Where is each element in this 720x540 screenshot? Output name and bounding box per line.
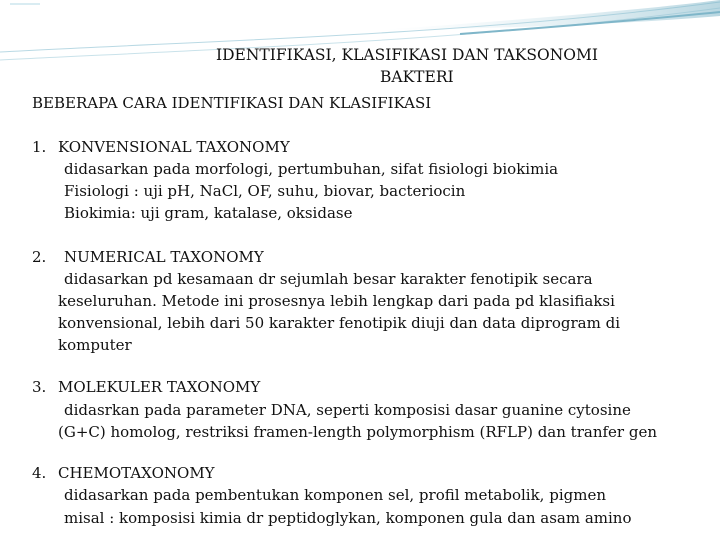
section-text-line: misal : komposisi kimia dr peptidoglykan, komponen gula dan asam amino: [64, 509, 632, 527]
section-text-line: (G+C) homolog, restriksi framen-length polymorphism (RFLP) dan tranfer gen: [58, 423, 657, 441]
section-text-line: didasarkan pada morfologi, pertumbuhan, sifat fisiologi biokimia: [64, 160, 559, 178]
section-title: KONVENSIONAL TAXONOMY: [58, 138, 290, 156]
section-text-line: didasarkan pada pembentukan komponen sel, profil metabolik, pigmen: [64, 486, 606, 504]
section-text-line: konvensional, lebih dari 50 karakter fenotipik diuji dan data diprogram di: [58, 314, 621, 332]
section-number: 3.: [32, 378, 47, 396]
section-text-line: Fisiologi : uji pH, NaCl, OF, suhu, biovar, bacteriocin: [64, 182, 466, 200]
section-title: NUMERICAL TAXONOMY: [64, 248, 264, 266]
section-text-line: Biokimia: uji gram, katalase, oksidase: [64, 204, 353, 222]
section-title: CHEMOTAXONOMY: [58, 464, 215, 482]
section-number: 1.: [32, 138, 47, 156]
section-heading: BEBERAPA CARA IDENTIFIKASI DAN KLASIFIKASI: [32, 94, 432, 112]
section-text-line: komputer: [58, 336, 132, 354]
section-number: 2.: [32, 248, 47, 266]
section-number: 4.: [32, 464, 47, 482]
page-title-line-2: BAKTERI: [380, 68, 454, 86]
section-text-line: keseluruhan. Metode ini prosesnya lebih lengkap dari pada pd klasifiaksi: [58, 292, 615, 310]
section-title: MOLEKULER TAXONOMY: [58, 378, 261, 396]
section-text-line: didasrkan pada parameter DNA, seperti komposisi dasar guanine cytosine: [64, 401, 631, 419]
page-title-line-1: IDENTIFIKASI, KLASIFIKASI DAN TAKSONOMI: [216, 46, 598, 64]
section-text-line: didasarkan pd kesamaan dr sejumlah besar karakter fenotipik secara: [64, 270, 593, 288]
